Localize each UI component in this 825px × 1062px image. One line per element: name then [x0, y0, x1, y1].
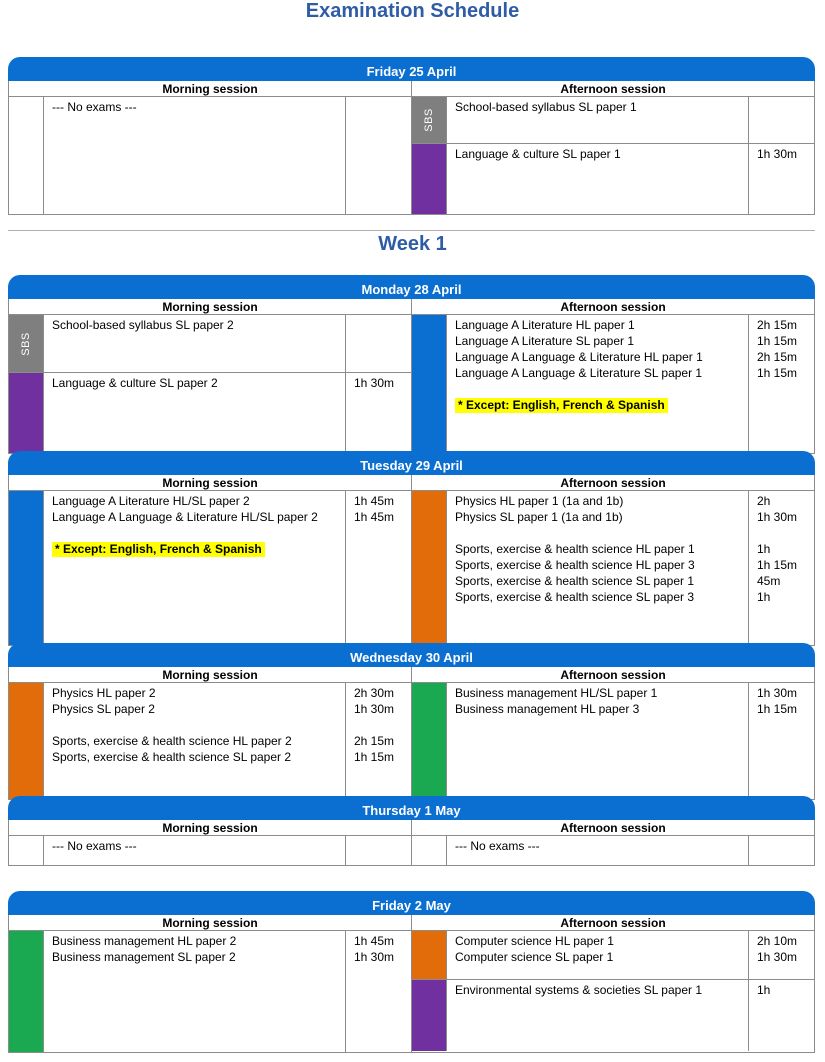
- exception-note: * Except: English, French & Spanish: [455, 398, 668, 413]
- exam-row: [455, 146, 744, 162]
- exam-block: [412, 979, 814, 1051]
- exam-block: [412, 836, 814, 865]
- duration-row: [757, 333, 814, 349]
- duration-row: [757, 589, 814, 605]
- afternoon-session: [411, 667, 814, 799]
- morning-session: [9, 820, 411, 865]
- exam-subject: School-based syllabus SL paper 2: [52, 318, 234, 332]
- duration-row: [757, 982, 814, 998]
- session-label: Afternoon session: [412, 475, 814, 491]
- durations-cell: [345, 373, 411, 453]
- exam-block: [9, 491, 411, 645]
- duration-row: [757, 509, 814, 525]
- durations-cell: [748, 980, 814, 1051]
- duration-row: [354, 317, 411, 333]
- exam-row: [52, 733, 341, 749]
- exam-subject: Sports, exercise & health science SL paper 2: [52, 750, 292, 764]
- exam-row: [455, 541, 744, 557]
- exam-duration: 1h 30m: [354, 950, 395, 964]
- exam-subject: Environmental systems & societies SL paper 1: [455, 983, 703, 997]
- duration-row: [757, 701, 814, 717]
- exam-row: [455, 949, 744, 965]
- category-color-bar: [412, 980, 447, 1051]
- exam-row: [52, 525, 341, 541]
- exam-block: [9, 97, 411, 214]
- subjects-cell: [44, 836, 345, 865]
- day-header: Friday 2 May: [8, 891, 815, 915]
- subjects-cell: [44, 683, 345, 799]
- day-header: Wednesday 30 April: [8, 643, 815, 667]
- session-label: Morning session: [9, 667, 411, 683]
- exam-row: [52, 838, 341, 854]
- duration-row: [757, 573, 814, 589]
- exam-row: [52, 685, 341, 701]
- exam-subject: --- No exams ---: [52, 100, 137, 114]
- exam-row: [455, 397, 744, 413]
- category-color-bar: [412, 97, 447, 143]
- exam-block: [9, 836, 411, 865]
- afternoon-session: [411, 820, 814, 865]
- session-label: Morning session: [9, 299, 411, 315]
- subjects-cell: [447, 315, 748, 453]
- exam-row: [455, 838, 744, 854]
- exam-duration: 1h: [757, 590, 771, 604]
- durations-cell: [345, 836, 411, 865]
- durations-cell: [345, 315, 411, 372]
- category-color-bar: [412, 836, 447, 865]
- afternoon-session: [411, 299, 814, 453]
- exam-row: [455, 573, 744, 589]
- exam-subject: Sports, exercise & health science HL paper 1: [455, 542, 695, 556]
- subjects-cell: [44, 931, 345, 1052]
- session-label: Afternoon session: [412, 915, 814, 931]
- exam-subject: Language A Literature HL paper 1: [455, 318, 635, 332]
- sbs-label: SBS: [423, 108, 435, 132]
- subjects-cell: [44, 97, 345, 214]
- exam-row: [455, 509, 744, 525]
- morning-session: [9, 475, 411, 645]
- exam-row: [52, 317, 341, 333]
- duration-row: [757, 146, 814, 162]
- morning-session: [9, 299, 411, 453]
- session-label: Afternoon session: [412, 820, 814, 836]
- week-title: Week 1: [378, 233, 447, 255]
- exam-row: [52, 949, 341, 965]
- session-label: Afternoon session: [412, 299, 814, 315]
- exam-block: [9, 683, 411, 799]
- sbs-label: SBS: [20, 331, 32, 356]
- durations-cell: [748, 836, 814, 865]
- category-color-bar: [9, 491, 44, 645]
- exam-duration: 45m: [757, 574, 781, 588]
- page-title: Examination Schedule: [305, 0, 520, 22]
- exam-subject: Language A Literature HL/SL paper 2: [52, 494, 250, 508]
- session-label: Morning session: [9, 915, 411, 931]
- category-color-bar: [412, 683, 447, 799]
- day-body: [8, 81, 815, 215]
- exam-block: [9, 372, 411, 453]
- duration-row: [354, 525, 411, 541]
- durations-cell: [748, 931, 814, 979]
- exam-duration: 1h 45m: [354, 934, 395, 948]
- exam-subject: Business management SL paper 2: [52, 950, 236, 964]
- day-body: [8, 299, 815, 454]
- exam-block: [412, 143, 814, 214]
- day-header: Tuesday 29 April: [8, 451, 815, 475]
- subjects-cell: [447, 97, 748, 143]
- exam-duration: 2h 15m: [757, 318, 798, 332]
- exam-row: [455, 982, 744, 998]
- duration-row: [354, 838, 411, 854]
- durations-cell: [345, 491, 411, 645]
- duration-row: [757, 949, 814, 965]
- exam-duration: 1h: [757, 542, 771, 556]
- day-header: Monday 28 April: [8, 275, 815, 299]
- durations-cell: [345, 97, 411, 214]
- exam-duration: 1h 15m: [354, 750, 395, 764]
- day-table: [8, 57, 815, 215]
- category-color-bar: [9, 683, 44, 799]
- exam-block: [412, 683, 814, 799]
- exam-duration: 1h 30m: [757, 510, 798, 524]
- exam-row: [455, 933, 744, 949]
- exam-duration: 2h 15m: [354, 734, 395, 748]
- exam-row: [52, 509, 341, 525]
- exam-duration: 1h 15m: [757, 558, 798, 572]
- exam-row: [455, 381, 744, 397]
- day-header: Friday 25 April: [8, 57, 815, 81]
- exam-row: [455, 317, 744, 333]
- exam-row: [455, 525, 744, 541]
- exam-row: [52, 749, 341, 765]
- duration-row: [354, 701, 411, 717]
- subjects-cell: [44, 373, 345, 453]
- day-header: Thursday 1 May: [8, 796, 815, 820]
- exam-row: [455, 493, 744, 509]
- morning-session: [9, 81, 411, 214]
- exam-row: [455, 589, 744, 605]
- exam-subject: Language A Language & Literature HL/SL paper 2: [52, 510, 318, 524]
- exam-subject: Sports, exercise & health science HL paper 2: [52, 734, 292, 748]
- exam-subject: Sports, exercise & health science HL paper 3: [455, 558, 695, 572]
- duration-row: [354, 933, 411, 949]
- duration-row: [757, 397, 814, 413]
- exam-row: [455, 365, 744, 381]
- day-table: [8, 275, 815, 454]
- afternoon-session: [411, 475, 814, 645]
- exam-duration: 1h 30m: [757, 950, 798, 964]
- exam-block: [412, 315, 814, 453]
- durations-cell: [748, 97, 814, 143]
- exam-block: [412, 931, 814, 979]
- exam-duration: 1h 30m: [757, 686, 798, 700]
- exam-row: [52, 701, 341, 717]
- durations-cell: [345, 683, 411, 799]
- exam-duration: 1h 15m: [757, 366, 798, 380]
- duration-row: [354, 733, 411, 749]
- duration-row: [757, 685, 814, 701]
- exam-subject: Computer science SL paper 1: [455, 950, 614, 964]
- subjects-cell: [447, 931, 748, 979]
- durations-cell: [345, 931, 411, 1052]
- exam-subject: Sports, exercise & health science SL paper 3: [455, 590, 695, 604]
- subjects-cell: [44, 315, 345, 372]
- exam-subject: Language & culture SL paper 1: [455, 147, 621, 161]
- exam-subject: Language A Language & Literature HL paper 1: [455, 350, 703, 364]
- exam-duration: 1h 30m: [354, 376, 395, 390]
- subjects-cell: [44, 491, 345, 645]
- duration-row: [757, 349, 814, 365]
- exam-row: [455, 99, 744, 115]
- duration-row: [354, 685, 411, 701]
- exam-subject: Business management HL paper 2: [52, 934, 237, 948]
- exam-block: [9, 931, 411, 1052]
- subjects-cell: [447, 144, 748, 214]
- exam-duration: 2h 15m: [757, 350, 798, 364]
- category-color-bar: [9, 836, 44, 865]
- exam-duration: 1h 30m: [354, 702, 395, 716]
- exam-subject: Business management HL/SL paper 1: [455, 686, 658, 700]
- exam-subject: School-based syllabus SL paper 1: [455, 100, 637, 114]
- duration-row: [757, 99, 814, 115]
- duration-row: [354, 99, 411, 115]
- day-body: [8, 667, 815, 800]
- duration-row: [354, 949, 411, 965]
- exam-subject: Computer science HL paper 1: [455, 934, 614, 948]
- exam-subject: Language A Literature SL paper 1: [455, 334, 635, 348]
- category-color-bar: [412, 144, 447, 214]
- day-table: [8, 451, 815, 646]
- exam-subject: Language & culture SL paper 2: [52, 376, 218, 390]
- exam-subject: --- No exams ---: [455, 839, 540, 853]
- subjects-cell: [447, 491, 748, 645]
- duration-row: [757, 557, 814, 573]
- duration-row: [757, 525, 814, 541]
- duration-row: [354, 541, 411, 557]
- exam-block: [412, 97, 814, 143]
- duration-row: [354, 493, 411, 509]
- exam-row: [455, 685, 744, 701]
- category-color-bar: [9, 97, 44, 214]
- afternoon-session: [411, 915, 814, 1052]
- exam-row: [52, 99, 341, 115]
- afternoon-session: [411, 81, 814, 214]
- day-body: [8, 820, 815, 866]
- morning-session: [9, 915, 411, 1052]
- exam-block: [9, 315, 411, 372]
- section-divider: [8, 230, 815, 231]
- session-label: Afternoon session: [412, 81, 814, 97]
- exam-duration: 1h 45m: [354, 494, 395, 508]
- duration-row: [757, 493, 814, 509]
- exam-duration: 1h 15m: [757, 334, 798, 348]
- subjects-cell: [447, 836, 748, 865]
- exam-duration: 2h 30m: [354, 686, 395, 700]
- duration-row: [757, 541, 814, 557]
- durations-cell: [748, 315, 814, 453]
- exam-row: [52, 375, 341, 391]
- exam-duration: 1h 45m: [354, 510, 395, 524]
- exam-row: [52, 933, 341, 949]
- durations-cell: [748, 144, 814, 214]
- exam-subject: Language A Language & Literature SL paper 1: [455, 366, 703, 380]
- exam-row: [455, 701, 744, 717]
- exam-row: [52, 717, 341, 733]
- session-label: Morning session: [9, 81, 411, 97]
- day-table: [8, 796, 815, 866]
- duration-row: [354, 509, 411, 525]
- day-body: [8, 915, 815, 1053]
- exam-subject: Physics HL paper 1 (1a and 1b): [455, 494, 624, 508]
- day-body: [8, 475, 815, 646]
- durations-cell: [748, 491, 814, 645]
- exam-duration: 1h 15m: [757, 702, 798, 716]
- exam-subject: Business management HL paper 3: [455, 702, 640, 716]
- duration-row: [757, 381, 814, 397]
- category-color-bar: [9, 931, 44, 1052]
- category-color-bar: [412, 315, 447, 453]
- duration-row: [757, 838, 814, 854]
- exam-duration: 2h: [757, 494, 771, 508]
- exam-row: [455, 557, 744, 573]
- exam-subject: Sports, exercise & health science SL paper 1: [455, 574, 695, 588]
- subjects-cell: [447, 980, 748, 1051]
- exception-note: * Except: English, French & Spanish: [52, 542, 265, 557]
- exam-block: [412, 491, 814, 645]
- category-color-bar: [9, 373, 44, 453]
- durations-cell: [748, 683, 814, 799]
- duration-row: [757, 317, 814, 333]
- exam-subject: --- No exams ---: [52, 839, 137, 853]
- category-color-bar: [9, 315, 44, 372]
- category-color-bar: [412, 931, 447, 979]
- duration-row: [354, 749, 411, 765]
- morning-session: [9, 667, 411, 799]
- duration-row: [354, 375, 411, 391]
- exam-duration: 1h 30m: [757, 147, 798, 161]
- exam-row: [52, 493, 341, 509]
- session-label: Morning session: [9, 820, 411, 836]
- session-label: Afternoon session: [412, 667, 814, 683]
- exam-subject: Physics SL paper 2: [52, 702, 155, 716]
- duration-row: [354, 717, 411, 733]
- subjects-cell: [447, 683, 748, 799]
- category-color-bar: [412, 491, 447, 645]
- exam-duration: 2h 10m: [757, 934, 798, 948]
- exam-subject: Physics HL paper 2: [52, 686, 156, 700]
- exam-row: [455, 349, 744, 365]
- exam-row: [455, 333, 744, 349]
- day-table: [8, 891, 815, 1053]
- session-label: Morning session: [9, 475, 411, 491]
- duration-row: [757, 933, 814, 949]
- exam-duration: 1h: [757, 983, 771, 997]
- exam-row: [52, 541, 341, 557]
- duration-row: [757, 365, 814, 381]
- day-table: [8, 643, 815, 800]
- exam-subject: Physics SL paper 1 (1a and 1b): [455, 510, 623, 524]
